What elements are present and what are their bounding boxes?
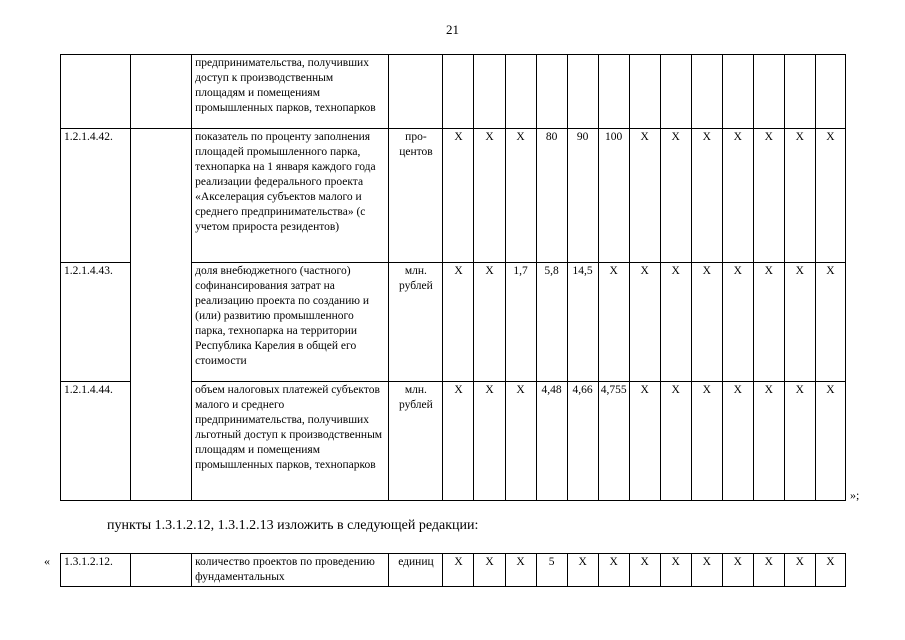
value-cell: 5,8 [536, 263, 567, 382]
value-cell: X [598, 554, 629, 587]
value-cell: X [784, 263, 815, 382]
value-cell [722, 55, 753, 129]
merged-empty-cell [131, 129, 192, 501]
amendment-paragraph: пункты 1.3.1.2.12, 1.3.1.2.13 изложить в следующей редакции: [107, 518, 479, 533]
value-cell [784, 55, 815, 129]
value-cell: 4,48 [536, 382, 567, 501]
opening-quote: « [44, 554, 50, 568]
value-cell: 1,7 [505, 263, 536, 382]
value-cell: X [722, 263, 753, 382]
value-cell: X [784, 382, 815, 501]
value-cell: X [629, 382, 660, 501]
value-cell: X [660, 263, 691, 382]
value-cell: X [629, 263, 660, 382]
value-cell [691, 55, 722, 129]
value-cell: X [784, 554, 815, 587]
value-cell: X [722, 382, 753, 501]
value-cell: 4,755 [598, 382, 629, 501]
empty-cell-top [131, 55, 192, 129]
value-cell: X [660, 129, 691, 263]
row-unit: единиц [389, 554, 443, 587]
value-cell: X [784, 129, 815, 263]
row-code: 1.2.1.4.42. [61, 129, 131, 263]
value-cell: X [660, 554, 691, 587]
value-cell: X [567, 554, 598, 587]
page-number: 21 [446, 22, 459, 37]
table-row [61, 55, 846, 129]
value-cell: 90 [567, 129, 598, 263]
row-description: предпринимательства, получивших доступ к производственным площадям и помещениям промышленных парков, технопарков [192, 55, 389, 129]
indicators-table [60, 54, 846, 501]
value-cell [536, 55, 567, 129]
value-cell: X [443, 382, 474, 501]
value-cell: 80 [536, 129, 567, 263]
row-code: 1.2.1.4.43. [61, 263, 131, 382]
value-cell: X [629, 129, 660, 263]
value-cell [505, 55, 536, 129]
value-cell: X [691, 382, 722, 501]
closing-quote: »; [850, 488, 860, 502]
row-unit [389, 55, 443, 129]
value-cell: X [815, 382, 845, 501]
value-cell: X [474, 263, 505, 382]
value-cell: X [815, 263, 845, 382]
table-row [61, 554, 846, 587]
value-cell [815, 55, 845, 129]
value-cell: X [474, 129, 505, 263]
value-cell: X [722, 129, 753, 263]
value-cell: X [722, 554, 753, 587]
value-cell: X [505, 554, 536, 587]
value-cell: X [443, 554, 474, 587]
value-cell: X [660, 382, 691, 501]
value-cell: X [443, 129, 474, 263]
value-cell [629, 55, 660, 129]
value-cell: X [691, 129, 722, 263]
value-cell: X [474, 554, 505, 587]
value-cell: 4,66 [567, 382, 598, 501]
value-cell: X [505, 129, 536, 263]
row-unit: про-центов [389, 129, 443, 263]
value-cell: X [629, 554, 660, 587]
value-cell: X [598, 263, 629, 382]
value-cell: X [443, 263, 474, 382]
value-cell [474, 55, 505, 129]
value-cell: X [505, 382, 536, 501]
value-cell: 5 [536, 554, 567, 587]
value-cell [567, 55, 598, 129]
value-cell [660, 55, 691, 129]
row-description: показатель по проценту заполнения площадей промышленного парка, технопарка на 1 января каждого года реализации федерального проекта «Акселерация субъектов малого и среднего предпринимательства» (с учетом прироста резидентов) [192, 129, 389, 263]
empty-cell [131, 554, 192, 587]
value-cell: X [753, 382, 784, 501]
value-cell: X [753, 263, 784, 382]
row-unit: млн. рублей [389, 382, 443, 501]
row-code: 1.3.1.2.12. [61, 554, 131, 587]
value-cell: 14,5 [567, 263, 598, 382]
row-description: количество проектов по проведению фундаментальных [192, 554, 389, 587]
value-cell [443, 55, 474, 129]
value-cell [753, 55, 784, 129]
row-description: доля внебюджетного (частного) софинансирования затрат на реализацию проекта по созданию и (или) развитию промышленного парка, технопарка на территории Республика Карелия в общей его стоимости [192, 263, 389, 382]
value-cell: 100 [598, 129, 629, 263]
value-cell [598, 55, 629, 129]
value-cell: X [815, 129, 845, 263]
value-cell: X [691, 263, 722, 382]
row-description: объем налоговых платежей субъектов малого и среднего предпринимательства, получивших льготный доступ к производственным площадям и помещениям промышленных парков, технопарков [192, 382, 389, 501]
row-code: 1.2.1.4.44. [61, 382, 131, 501]
row-code [61, 55, 131, 129]
value-cell: X [691, 554, 722, 587]
table-row [61, 129, 846, 263]
value-cell: X [474, 382, 505, 501]
value-cell: X [815, 554, 845, 587]
row-unit: млн. рублей [389, 263, 443, 382]
value-cell: X [753, 554, 784, 587]
amended-indicators-table [60, 553, 846, 587]
value-cell: X [753, 129, 784, 263]
